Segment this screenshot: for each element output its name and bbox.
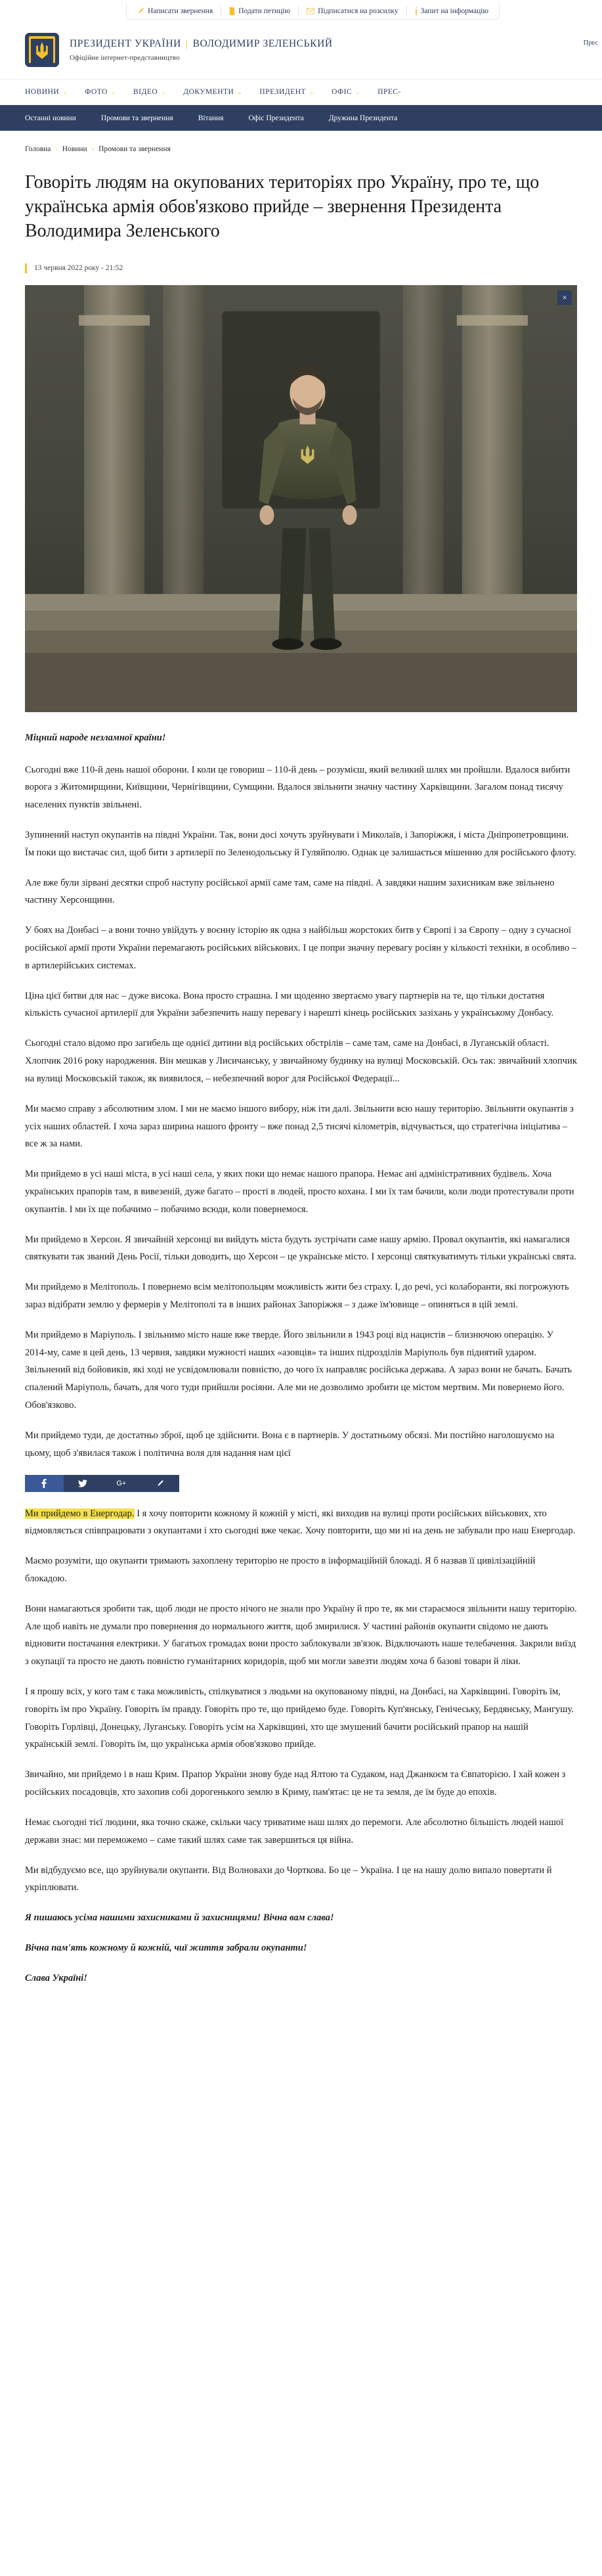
- nav-item-label: ВІДЕО: [133, 88, 158, 96]
- nav-item-label: ОФІС: [332, 88, 353, 96]
- paragraph: Ми прийдемо туди, де достатньо зброї, щоб це здійснити. Вона є в партнерів. У достатньому обсязі. Ми постійно наголошуємо на цьому, щоб з'явилася також і політична воля для надання нам цієї: [25, 1430, 555, 1458]
- nav-item-label: ФОТО: [85, 88, 108, 96]
- nav-item-label: НОВИНИ: [25, 88, 60, 96]
- paragraph: Немає сьогодні тієї людини, яка точно скаже, скільки часу триватиме наш шлях до перемоги. Але абсолютно більшість людей нашої держави знає: ми переможемо – саме такий шлях саме так завершиться ця війна.: [25, 1817, 564, 1845]
- header-right-text: Прес: [583, 39, 598, 47]
- chevron-down-icon: ⌄: [62, 88, 68, 95]
- nav-item-video[interactable]: [133, 88, 166, 96]
- paragraph: Але вже були зірвані десятки спроб наступу російської армії саме там, саме на півдні. А завдяки нашим захисникам вже звільнено частину Херсонщини.: [25, 877, 555, 906]
- site-header: [0, 20, 602, 79]
- utility-item-info-request[interactable]: [407, 3, 496, 19]
- social-share-bar: [25, 1475, 179, 1492]
- document-icon: [229, 7, 235, 15]
- article-date-row: [25, 263, 577, 273]
- nav-item-press[interactable]: [377, 88, 401, 96]
- subnav-item-latest-news[interactable]: Останні новини: [25, 114, 76, 122]
- pencil-icon: [137, 7, 144, 14]
- paragraph: Сьогодні стало відомо про загибель ще однієї дитини від російських обстрілів – саме там, саме на Донбасі, в Луганській області. Хлопчик 2016 року народження. Він мешкав у Лисичанську, у звичайному будинку на вулиці Московській. Ось так: звичайний хлопчик на вулиці Московській також, як виявилося, – небезпечний ворог для Російської Федерації...: [25, 1038, 577, 1084]
- share-facebook-icon[interactable]: [25, 1475, 64, 1492]
- breadcrumb-item-home[interactable]: Головна: [25, 145, 51, 153]
- paragraph-highlighted: [25, 1505, 577, 1541]
- paragraph-closing: Слава Україні!: [25, 1972, 87, 1983]
- nav-item-label: ПРЕЗИДЕНТ: [259, 88, 307, 96]
- nav-item-office[interactable]: [332, 88, 360, 96]
- paragraph-closing: Я пишаюсь усіма нашими захисниками й захисницями! Вічна вам слава!: [25, 1912, 334, 1924]
- nav-item-news[interactable]: [25, 88, 68, 96]
- subnav-item-speeches[interactable]: Промови та звернення: [100, 114, 173, 122]
- breadcrumb-item-news[interactable]: Новини: [62, 145, 87, 153]
- chevron-right-icon: ›: [55, 145, 58, 153]
- coat-of-arms-icon[interactable]: [25, 33, 59, 67]
- utility-bar-wrap: [0, 0, 602, 20]
- paragraph: Ми маємо справу з абсолютним злом. І ми не маємо іншого вибору, ніж іти далі. Звільнити всю нашу територію. Звільнити окупантів з усіх наших областей. І хоча зараз ширина нашого фронту – вже понад 2,5 тисячі кілометрів, відчувається, що стратегічна ініціатива – все ж за нами.: [25, 1103, 574, 1150]
- utility-item-subscribe[interactable]: [299, 3, 406, 19]
- chevron-down-icon: ⌄: [355, 88, 361, 95]
- close-icon[interactable]: ×: [557, 290, 572, 305]
- nav-item-label: ДОКУМЕНТИ: [183, 88, 234, 96]
- highlight-text: Ми прийдемо в Енергодар.: [25, 1508, 135, 1519]
- paragraph: Звичайно, ми прийдемо і в наш Крим. Прапор України знову буде над Ялтою та Судаком, над Джанкоєм та Євпаторією. І хай кожен з російських посадовців, хто захопив собі дорогенького землю в Криму, пам'ятає: це не та земля, де їм буде до епохів.: [25, 1769, 566, 1798]
- article-body-top: [0, 729, 602, 1987]
- paragraph: Вони намагаються зробити так, щоб люди не просто нічого не знали про Україну й про те, як ми стараємося звільнити нашу територію. Але щоб навіть не думали про повернення до нормального життя, щоб змирилися. У частині районів окупанти свідомо не дають відновити постачання електрики. У багатьох громадах вони просто заблокували зв'язок. Відключають наше телебачення. Закрили виїзд з окупації та просто не дають повністю гуманітарних коридорів, щоб ми могли завезти людям хоча б базові товари й ліки.: [25, 1603, 577, 1667]
- paragraph: І я прошу всіх, у кого там є така можливість, спілкуватися з людьми на окупованому півдні, на Донбасі, на Харківщині. Говоріть їм, говоріть їм про Україну. Говоріть їм правду. Говоріть про те, що прийдемо буде. Говоріть Куп'янську, Генічеську, Бердянську, Мангушу. Говоріть Горлівці, Донецьку, Луганську. Говоріть усім на Харківщині, хто ще змушений бачити російський прапор на нашій українській землі. Говоріть їм, що українська армія обов'язково прийде.: [25, 1686, 574, 1750]
- nav-item-president[interactable]: [259, 88, 314, 96]
- nav-item-label: ПРЕС-: [377, 88, 401, 96]
- paragraph: Сьогодні вже 110-й день нашої оборони. І коли це говориш – 110-й день – розумієш, який великий шлях ми пройшли. Вдалося вибити ворога з Житомирщини, Київщини, Чернігівщини, Сумщини. Вдалося звільнити значну частину Харківщини. Загалом понад тисячу населених пунктів звільнені.: [25, 764, 570, 811]
- hero-wrap: [0, 285, 602, 712]
- utility-bar: [126, 3, 500, 20]
- paragraph: Ціна цієї битви для нас – дуже висока. Вона просто страшна. І ми щоденно звертаємо увагу партнерів на те, що тільки достатня кількість сучасної артилерії для України забезпечить нашу перевагу і нарешті кінець російських зазіхань у українському Донбасу.: [25, 990, 554, 1019]
- subnav-item-greetings[interactable]: Вітання: [198, 114, 224, 122]
- paragraph-rest: І я хочу повторити кожному й кожній у місті, які виходив на вулиці проти російських військових, хто відмовляється співпрацювати з окупантами і хто сьогодні вже чекає. Хочу повторити, що ми ні на день не забували про наш Енергодар.: [25, 1508, 576, 1537]
- utility-item-label: Подати петицію: [238, 7, 291, 15]
- brand-block: [70, 38, 333, 62]
- brand-title-right: ВОЛОДИМИР ЗЕЛЕНСЬКИЙ: [192, 38, 333, 49]
- paragraph: Зупинений наступ окупантів на півдні України. Так, вони досі хочуть зруйнувати і Миколаїв, і Запоріжжя, і міста Дніпропетровщини. Їм поки що вистачає сил, щоб бити з артилерії по Зеленодольську й Гуляйполю. Однак це залишається мішенню для російського флоту.: [25, 829, 576, 858]
- utility-item-appeal[interactable]: [129, 3, 221, 19]
- article-date: 13 червня 2022 року - 21:52: [34, 264, 123, 273]
- brand-subtitle: Офіційне інтернет-представництво: [70, 54, 180, 62]
- brand-title-left: ПРЕЗИДЕНТ УКРАЇНИ: [70, 38, 181, 49]
- envelope-icon: [307, 8, 314, 14]
- paragraph: Ми відбудуємо все, що зруйнували окупанти. Від Волновахи до Чорткова. Бо це – Україна. І це на нашу долю випало повертати й укріплювати.: [25, 1864, 552, 1893]
- nav-item-photo[interactable]: [85, 88, 116, 96]
- utility-item-label: Запит на інформацію: [420, 7, 489, 15]
- nav-item-documents[interactable]: [183, 88, 242, 96]
- share-google-plus-icon[interactable]: G+: [102, 1475, 141, 1492]
- subnav-item-first-lady[interactable]: Дружина Президента: [328, 114, 398, 122]
- utility-item-label: Підписатися на розсилку: [318, 7, 398, 15]
- paragraph: Міцний народе незламної країни!: [25, 732, 166, 743]
- chevron-down-icon: ⌄: [161, 88, 167, 95]
- share-twitter-icon[interactable]: [64, 1475, 102, 1492]
- subnav-item-presidents-office[interactable]: Офіс Президента: [248, 114, 304, 122]
- brand-title-separator: |: [185, 38, 188, 49]
- breadcrumb: [0, 131, 602, 153]
- paragraph: Ми прийдемо в усі наші міста, в усі наші села, у яких поки що немає нашого прапора. Немає ані адміністративних будівель. Хоча українських прапорів там, в вивезеній, дуже багато – прості в людей, просто кохана. І ми їх там бачили, коли люди протестували проти окупантів. І ми їх ще побачимо – побачимо всюди, коли повернемося.: [25, 1169, 574, 1215]
- chevron-right-icon: ›: [91, 145, 95, 153]
- paragraph: Ми прийдемо в Мелітополь. І повернемо всім мелітопольцям можливість жити без страху. І, до речі, усі колаборанти, які погрожують зараз відібрати землю у фермерів у Мелітополі та в інших районах Запоріжжя – з даже їм'ювище – опиняться в цій землі.: [25, 1282, 569, 1311]
- utility-item-petition[interactable]: [221, 3, 298, 19]
- paragraph: Ми прийдемо в Херсон. Я звичайній херсонці ви вийдуть міста будуть зустрічати саме нашу армію. Провал окупантів, які намагалися святкувати так званий День Росії, тільки доводить, що Херсон – це українське місто. І херсонці святкуватимуть тільки українські свята.: [25, 1234, 576, 1263]
- paragraph: У боях на Донбасі – а вони точно увійдуть у воєнну історію як одна з найбільш жорстоких битв у Європі і за Європу – одну з сучасної російської армії проти України перемагають російських військових. І це попри значну перевагу росіян у кількості техніки, в особливо – в артилерійських системах.: [25, 925, 577, 971]
- share-edit-icon[interactable]: [140, 1475, 179, 1492]
- chevron-down-icon: ⌄: [237, 88, 243, 95]
- chevron-down-icon: ⌄: [309, 88, 315, 95]
- secondary-navigation: [0, 105, 602, 131]
- paragraph-closing: Вічна пам'ять кожному й кожній, чиї життя забрали окупанти!: [25, 1942, 307, 1953]
- article-hero-image: [25, 285, 577, 712]
- primary-navigation: [0, 79, 602, 105]
- hero-illustration: [25, 285, 577, 712]
- paragraph: Ми прийдемо в Маріуполь. І звільнимо місто наше вже тверде. Його звільнили в 1943 році від нацистів – близнючою операцію. У 2014-му, саме в цей день, 13 червня, завдяки мужності наших «азовців» та інших підрозділів Маріуполь був піднятий ударом. Звільнений від бойовиків, які ході не усвідомлювали повністю, до чого їх направляє російська держава. А зараз вони не бачать. Бачать спалений Маріуполь, бачать, для чого туди прийшли росіяни. Але ми не дозволимо зробити це містом мертвим. Ми повернемо його. Обов'язково.: [25, 1329, 572, 1411]
- chevron-down-icon: ⌄: [110, 88, 117, 95]
- paragraph: Маємо розуміти, що окупанти тримають захоплену територію не просто в інформаційній блокаді. Я б назвав її цивілізаційній блокадою.: [25, 1556, 536, 1584]
- page-title: Говоріть людям на окупованих територіях про Україну, про те, що українська армія обов'язково прийде – звернення Президента Володимира Зеленського: [25, 172, 540, 242]
- brand-title: [70, 38, 333, 50]
- utility-item-label: Написати звернення: [147, 7, 213, 15]
- breadcrumb-item-speeches[interactable]: Промови та звернення: [98, 145, 171, 153]
- accent-bar: [25, 263, 27, 273]
- article-header: [0, 170, 602, 273]
- info-icon: [415, 7, 418, 15]
